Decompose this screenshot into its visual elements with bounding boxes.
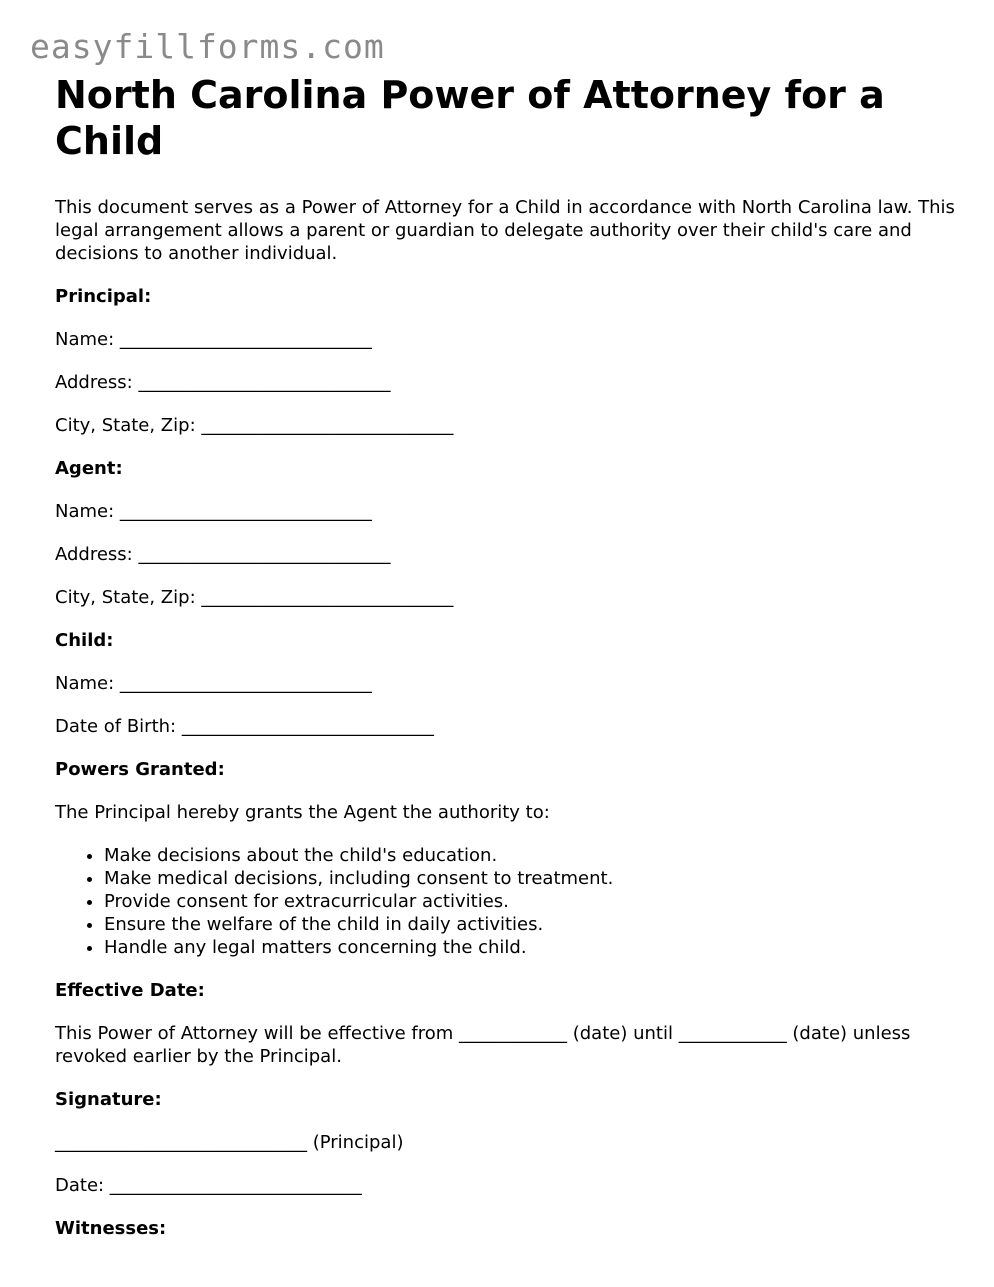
watermark: easyfillforms.com (30, 27, 385, 66)
agent-name-field[interactable]: Name: ____________________________ (55, 501, 372, 522)
effective-date-text[interactable]: This Power of Attorney will be effective from ____________ (date) until ____________ (date) unless revoked earlier by the Principal. (55, 1023, 911, 1067)
principal-signature-field[interactable]: ____________________________ (Principal) (55, 1132, 404, 1153)
principal-name-field[interactable]: Name: ____________________________ (55, 329, 372, 350)
document (55, 72, 955, 1240)
list-item: • Make decisions about the child's education. (104, 844, 955, 867)
effective-date-heading: Effective Date: (55, 980, 205, 1001)
list-item: • Provide consent for extracurricular activities. (104, 890, 955, 913)
document-title: North Carolina Power of Attorney for a Child (55, 73, 885, 163)
powers-list (55, 844, 955, 959)
agent-city-field[interactable]: City, State, Zip: ____________________________ (55, 587, 454, 608)
list-item: • Ensure the welfare of the child in daily activities. (104, 913, 955, 936)
signature-heading: Signature: (55, 1089, 162, 1110)
intro-paragraph: This document serves as a Power of Attorney for a Child in accordance with North Carolina law. This legal arrangement allows a parent or guardian to delegate authority over their child's care and decisions to another individual. (55, 197, 955, 264)
powers-heading: Powers Granted: (55, 759, 225, 780)
agent-heading: Agent: (55, 458, 123, 479)
witnesses-heading: Witnesses: (55, 1218, 167, 1239)
list-item: • Make medical decisions, including consent to treatment. (104, 867, 955, 890)
signature-date-field[interactable]: Date: ____________________________ (55, 1175, 362, 1196)
child-heading: Child: (55, 630, 114, 651)
principal-city-field[interactable]: City, State, Zip: ____________________________ (55, 415, 454, 436)
principal-address-field[interactable]: Address: ____________________________ (55, 372, 391, 393)
agent-address-field[interactable]: Address: ____________________________ (55, 544, 391, 565)
child-dob-field[interactable]: Date of Birth: ____________________________ (55, 716, 434, 737)
powers-intro: The Principal hereby grants the Agent the authority to: (55, 802, 550, 823)
list-item: • Handle any legal matters concerning the child. (104, 936, 955, 959)
principal-heading: Principal: (55, 286, 152, 307)
child-name-field[interactable]: Name: ____________________________ (55, 673, 372, 694)
